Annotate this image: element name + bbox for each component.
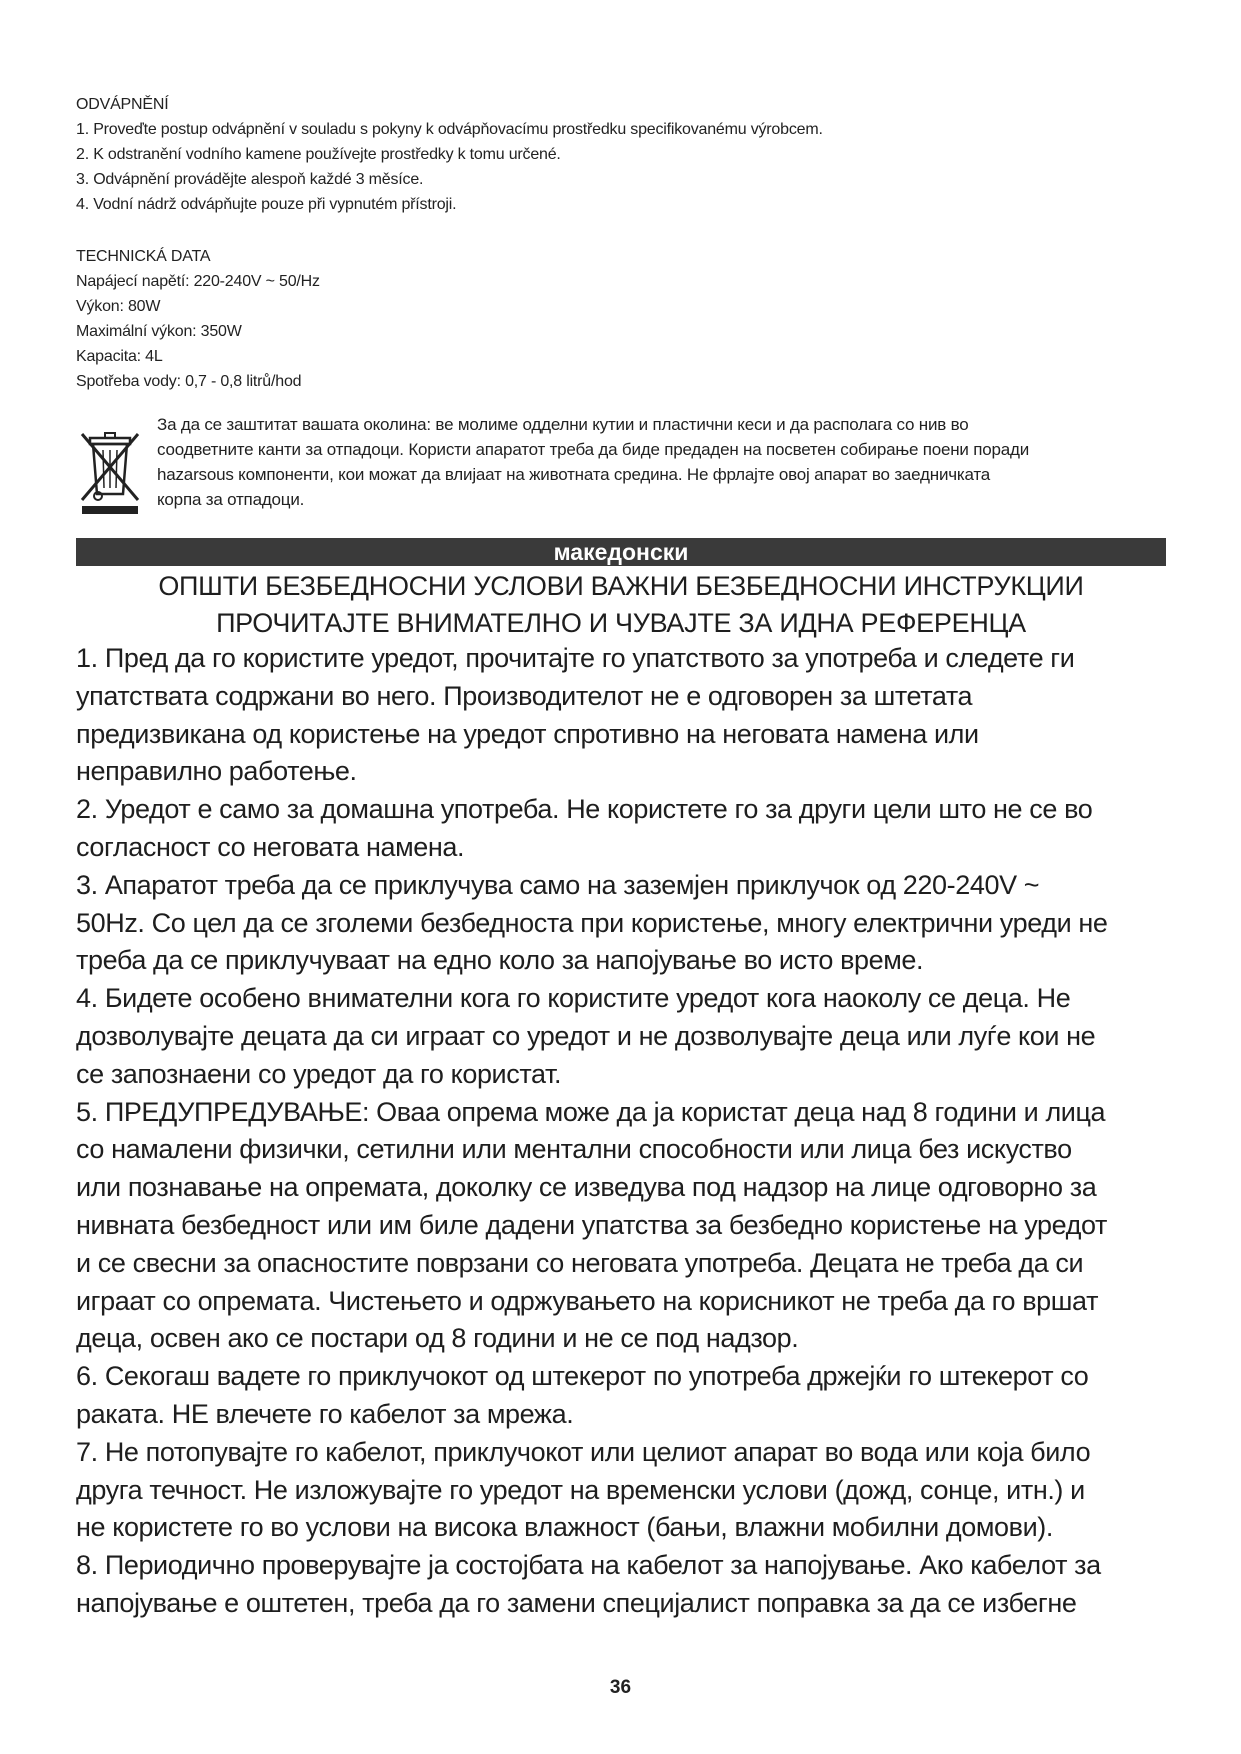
body-line: 3. Апаратот треба да се приклучува само на заземјен приклучок од 220-240V ~ xyxy=(76,869,1040,900)
body-line: 2. Уредот е само за домашна употреба. Не користете го за други цели што не се во xyxy=(76,794,1093,825)
safety-instructions xyxy=(76,640,1176,1623)
body-line: друга течност. Не изложувајте го уредот на временски услови (дожд, сонце, итн.) и xyxy=(76,1474,1085,1505)
body-line: предизвикана од користење на уредот спротивно на неговата намена или xyxy=(76,718,979,749)
tech-section xyxy=(76,244,320,394)
language-band: македонски xyxy=(76,538,1166,566)
decalc-title: ODVÁPNĚNÍ xyxy=(76,96,169,113)
tech-line: Výkon: 80W xyxy=(76,298,161,315)
body-line: играат со опремата. Чистењето и одржувањето на корисникот не треба да го вршат xyxy=(76,1285,1099,1316)
decalc-line: 3. Odvápnění provádějte alespoň každé 3 měsíce. xyxy=(76,171,424,188)
weee-line: соодветните канти за отпадоци. Користи апаратот треба да биде предаден на посветен собирање поени поради xyxy=(157,440,1030,459)
weee-line: За да се заштитат вашата околина: ве молиме одделни кутии и пластични кеси и да располага со нив во xyxy=(157,415,969,434)
body-line: со намалени физички, сетилни или ментални способности или лица без искуство xyxy=(76,1134,1072,1165)
decalc-section xyxy=(76,92,823,217)
body-line: 50Hz. Со цел да се зголеми безбедноста при користење, многу електрични уреди не xyxy=(76,907,1108,938)
body-line: дозволувајте децата да си играат со уредот и не дозволувајте деца или луѓе кои не xyxy=(76,1020,1096,1051)
body-line: деца, освен ако се постари од 8 години и не се под надзор. xyxy=(76,1323,799,1354)
body-line: напојување е оштетен, треба да го замени специјалист поправка за да се избегне xyxy=(76,1587,1077,1618)
body-line: 4. Бидете особено внимателни кога го користите уредот кога наоколу се деца. Не xyxy=(76,983,1071,1014)
body-line: неправилно работење. xyxy=(76,756,357,787)
heading-read-carefully: ПРОЧИТАЈТЕ ВНИМАТЕЛНО И ЧУВАЈТЕ ЗА ИДНА РЕФЕРЕНЦА xyxy=(216,608,1026,638)
page-number: 36 xyxy=(609,1677,632,1698)
tech-line: Napájecí napětí: 220-240V ~ 50/Hz xyxy=(76,273,320,290)
crossed-out-bin-icon xyxy=(78,426,142,516)
tech-line: Spotřeba vody: 0,7 - 0,8 litrů/hod xyxy=(76,373,302,390)
heading-safety: ОПШТИ БЕЗБЕДНОСНИ УСЛОВИ ВАЖНИ БЕЗБЕДНОСНИ ИНСТРУКЦИИ xyxy=(158,571,1084,601)
tech-line: Kapacita: 4L xyxy=(76,348,163,365)
body-line: 7. Не потопувајте го кабелот, приклучокот или целиот апарат во вода или која било xyxy=(76,1436,1091,1467)
weee-notice xyxy=(157,412,1029,512)
body-line: или познавање на опремата, доколку се изведува под надзор на лице одговорно за xyxy=(76,1172,1097,1203)
decalc-line: 2. K odstranění vodního kamene používejte prostředky k tomu určené. xyxy=(76,146,561,163)
body-line: упатствата содржани во него. Производителот не е одговорен за штетата xyxy=(76,680,973,711)
body-line: и се свесни за опасностите поврзани со неговата употреба. Децата не треба да си xyxy=(76,1247,1084,1278)
body-line: раката. НЕ влечете го кабелот за мрежа. xyxy=(76,1398,574,1429)
tech-title: TECHNICKÁ DATA xyxy=(76,248,211,265)
body-line: 8. Периодично проверувајте ја состојбата на кабелот за напојување. Ако кабелот за xyxy=(76,1550,1101,1581)
body-line: 5. ПРЕДУПРЕДУВАЊЕ: Оваа опрема може да ја користат деца над 8 години и лица xyxy=(76,1096,1106,1127)
body-line: се запознаени со уредот да го користат. xyxy=(76,1058,562,1089)
body-line: треба да се приклучуваат на едно коло за напојување во исто време. xyxy=(76,945,924,976)
body-line: 1. Пред да го користите уредот, прочитајте го упатството за употреба и следете ги xyxy=(76,643,1075,673)
decalc-line: 4. Vodní nádrž odvápňujte pouze při vypnutém přístroji. xyxy=(76,196,457,213)
body-line: нивната безбедност или им биле дадени упатства за безбедно користење на уредот xyxy=(76,1209,1107,1240)
body-line: не користете го во услови на висока влажност (бањи, влажни мобилни домови). xyxy=(76,1512,1053,1543)
decalc-line: 1. Proveďte postup odvápnění v souladu s pokyny k odvápňovacímu prostředku specifikovanému výrobcem. xyxy=(76,121,823,138)
weee-line: hazarsous компоненти, кои можат да влијаат на животната средина. Не фрлајте овој апарат во заедничката xyxy=(157,465,991,484)
body-line: согласност со неговата намена. xyxy=(76,831,465,862)
body-line: 6. Секогаш вадете го приклучокот од штекерот по употреба држејќи го штекерот со xyxy=(76,1361,1089,1392)
tech-line: Maximální výkon: 350W xyxy=(76,323,242,340)
weee-line: корпа за отпадоци. xyxy=(157,490,305,509)
